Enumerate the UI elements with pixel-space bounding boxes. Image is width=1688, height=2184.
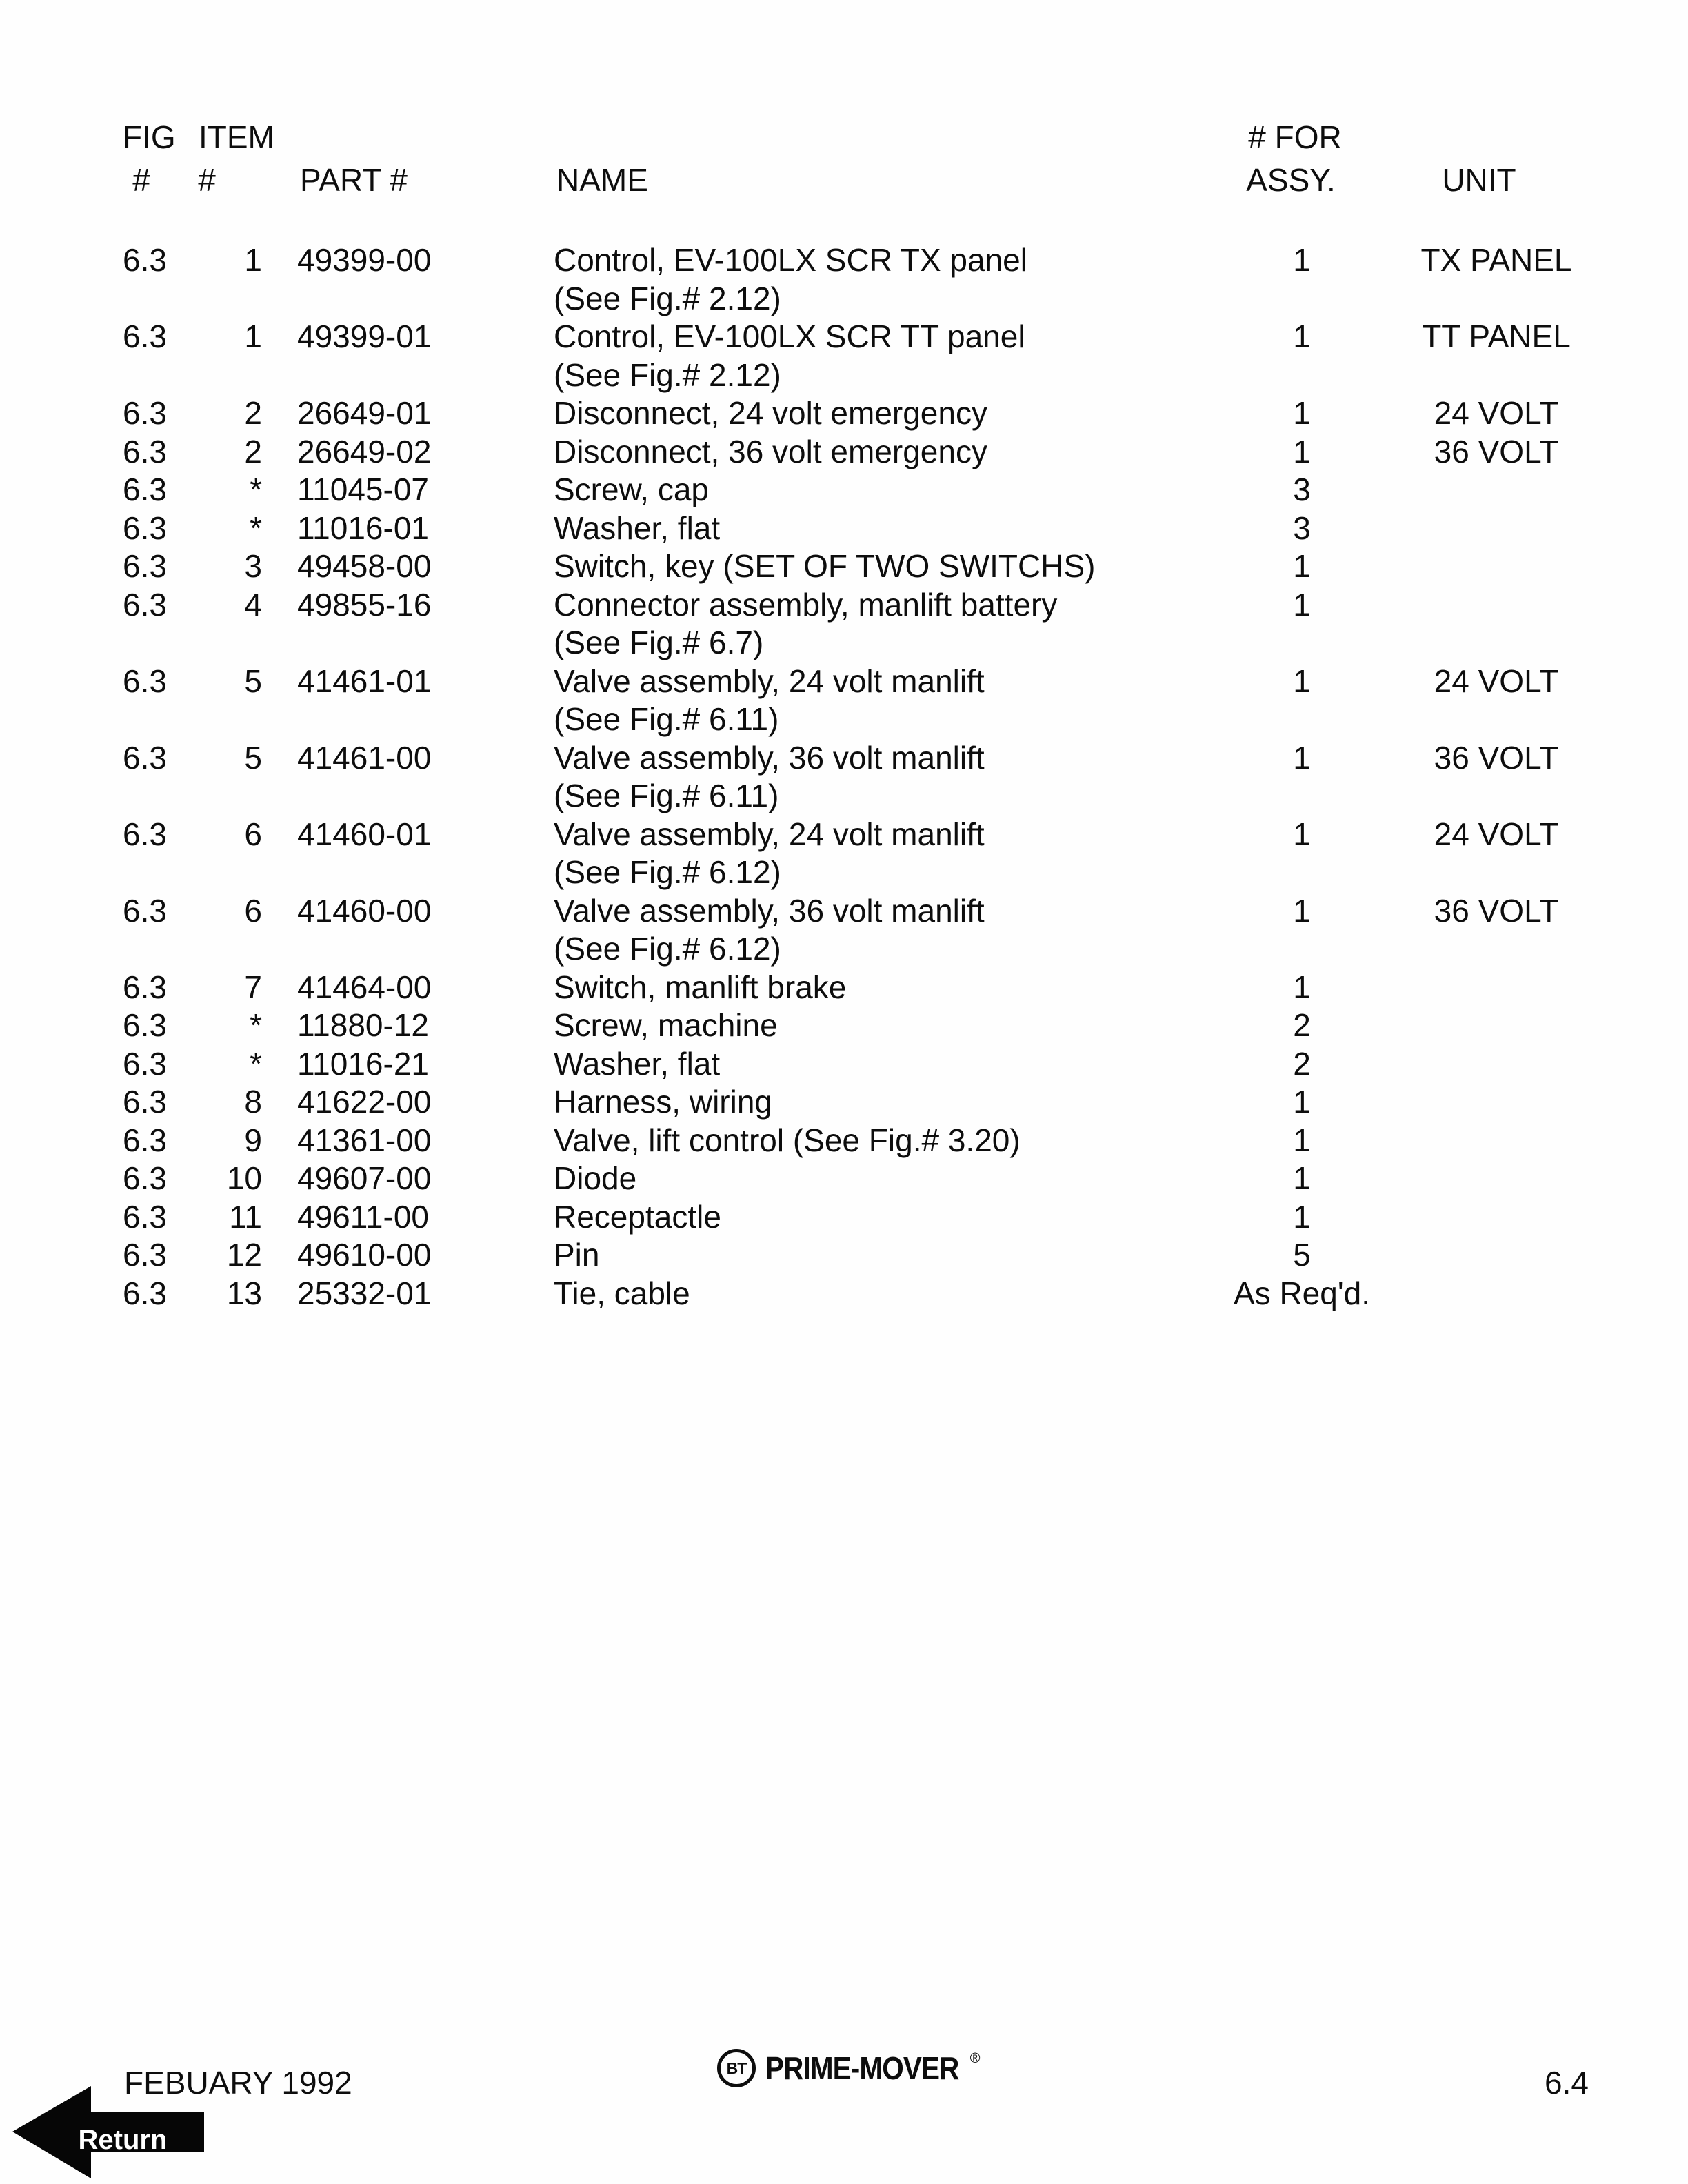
parts-table (0, 243, 1688, 1314)
cell-unit: TT PANEL (1422, 318, 1571, 354)
table-row (0, 702, 1688, 740)
cell-item: 6 (244, 816, 262, 852)
cell-name: Receptactle (554, 1198, 721, 1235)
logo-wordmark: PRIME-MOVER (765, 2050, 959, 2086)
table-row (0, 931, 1688, 970)
table-row (0, 970, 1688, 1009)
cell-fig: 6.3 (123, 1198, 167, 1235)
cell-name: (See Fig.# 2.12) (554, 280, 781, 316)
cell-name: Disconnect, 36 volt emergency (554, 433, 987, 469)
cell-part: 11016-21 (297, 1045, 429, 1082)
cell-fig: 6.3 (123, 433, 167, 469)
date-text: FEBUARY 1992 (124, 2065, 352, 2101)
cell-item: 9 (244, 1122, 262, 1158)
cell-assy: 1 (1293, 1122, 1311, 1158)
cell-part: 49607-00 (297, 1160, 432, 1196)
cell-name: (See Fig.# 2.12) (554, 356, 781, 393)
page-number: 6.4 (1545, 2065, 1589, 2101)
cell-assy: 1 (1293, 318, 1311, 354)
header-num-for: # FOR (1248, 119, 1342, 155)
cell-unit: 36 VOLT (1434, 739, 1559, 776)
cell-fig: 6.3 (123, 1237, 167, 1273)
cell-item: 8 (244, 1084, 262, 1120)
table-row (0, 549, 1688, 587)
cell-name: Disconnect, 24 volt emergency (554, 395, 987, 431)
cell-item: 5 (244, 663, 262, 699)
cell-assy: 1 (1293, 433, 1311, 469)
cell-assy: 1 (1293, 395, 1311, 431)
cell-name: Control, EV-100LX SCR TT panel (554, 318, 1025, 354)
cell-assy: 1 (1293, 663, 1311, 699)
cell-part: 11045-07 (297, 472, 429, 507)
cell-name: (See Fig.# 6.11) (554, 778, 779, 813)
cell-item: * (250, 1045, 262, 1082)
cell-name: Connector assembly, manlift battery (554, 586, 1058, 623)
cell-assy: 1 (1293, 739, 1311, 776)
cell-part: 49399-00 (297, 242, 432, 278)
cell-fig: 6.3 (123, 395, 167, 431)
table-row (0, 1276, 1688, 1315)
table-row (0, 1084, 1688, 1123)
cell-unit: 36 VOLT (1434, 433, 1559, 469)
cell-name: Valve, lift control (See Fig.# 3.20) (554, 1122, 1021, 1158)
cell-fig: 6.3 (123, 509, 167, 546)
table-row (0, 472, 1688, 511)
cell-fig: 6.3 (123, 739, 167, 776)
return-label: Return (78, 2125, 168, 2155)
table-row (0, 1123, 1688, 1162)
cell-item: 1 (244, 318, 262, 354)
cell-assy: 1 (1293, 586, 1311, 623)
cell-item: 11 (229, 1198, 262, 1235)
cell-name: Control, EV-100LX SCR TX panel (554, 242, 1027, 278)
table-row (0, 855, 1688, 893)
cell-name: Diode (554, 1160, 637, 1196)
cell-part: 25332-01 (297, 1275, 432, 1311)
cell-name: Washer, flat (554, 1045, 721, 1082)
cell-fig: 6.3 (123, 663, 167, 699)
table-row (0, 1200, 1688, 1238)
cell-fig: 6.3 (123, 548, 167, 584)
cell-assy: 1 (1293, 242, 1311, 278)
table-row (0, 319, 1688, 358)
header-part-num: PART # (300, 162, 408, 198)
registered-trademark-icon: ® (969, 2050, 981, 2066)
cell-part: 41461-01 (297, 663, 432, 699)
cell-name: Harness, wiring (554, 1084, 772, 1120)
header-unit: UNIT (1442, 162, 1516, 198)
cell-item: 3 (244, 548, 262, 584)
cell-fig: 6.3 (123, 1045, 167, 1082)
cell-name: Valve assembly, 24 volt manlift (554, 816, 985, 852)
cell-name: Switch, key (SET OF TWO SWITCHS) (554, 548, 1096, 584)
table-row (0, 893, 1688, 932)
cell-item: 6 (244, 892, 262, 929)
cell-assy: 2 (1293, 1045, 1311, 1082)
cell-fig: 6.3 (123, 242, 167, 278)
table-row (0, 1046, 1688, 1085)
cell-assy: 3 (1293, 509, 1311, 546)
cell-fig: 6.3 (123, 472, 167, 507)
cell-name: (See Fig.# 6.7) (554, 625, 764, 660)
table-row (0, 1237, 1688, 1276)
table-row (0, 740, 1688, 779)
cell-item: 10 (226, 1160, 262, 1196)
table-row (0, 587, 1688, 626)
cell-assy: 2 (1293, 1007, 1311, 1043)
cell-name: (See Fig.# 6.12) (554, 854, 781, 890)
cell-unit: 24 VOLT (1434, 816, 1559, 852)
cell-name: (See Fig.# 6.12) (554, 931, 781, 967)
cell-name: (See Fig.# 6.11) (554, 701, 779, 737)
cell-item: 1 (244, 242, 262, 278)
cell-item: 2 (244, 433, 262, 469)
cell-item: * (250, 472, 262, 507)
table-row (0, 625, 1688, 664)
cell-fig: 6.3 (123, 1007, 167, 1043)
cell-fig: 6.3 (123, 969, 167, 1005)
cell-part: 41461-00 (297, 739, 432, 776)
cell-part: 26649-02 (297, 433, 432, 469)
cell-name: Washer, flat (554, 509, 721, 546)
table-row (0, 281, 1688, 320)
cell-part: 49611-00 (297, 1198, 429, 1235)
cell-unit: 36 VOLT (1434, 892, 1559, 929)
cell-unit: 24 VOLT (1434, 395, 1559, 431)
table-row (0, 817, 1688, 856)
logo-bt-monogram-icon: BT (717, 2049, 756, 2087)
cell-fig: 6.3 (123, 892, 167, 929)
table-row (0, 358, 1688, 396)
cell-part: 49610-00 (297, 1237, 432, 1273)
cell-fig: 6.3 (123, 1084, 167, 1120)
cell-item: * (250, 509, 262, 546)
cell-name: Screw, machine (554, 1007, 778, 1043)
cell-part: 41460-00 (297, 892, 432, 929)
cell-part: 41361-00 (297, 1122, 432, 1158)
header-item: ITEM (199, 119, 274, 155)
cell-fig: 6.3 (123, 318, 167, 354)
cell-part: 41622-00 (297, 1084, 432, 1120)
cell-name: Switch, manlift brake (554, 969, 847, 1005)
cell-name: Pin (554, 1237, 600, 1273)
cell-name: Valve assembly, 36 volt manlift (554, 892, 985, 929)
cell-part: 49399-01 (297, 318, 432, 354)
table-row (0, 1161, 1688, 1200)
cell-item: 5 (244, 739, 262, 776)
cell-name: Valve assembly, 36 volt manlift (554, 739, 985, 776)
table-row (0, 511, 1688, 549)
cell-item: 7 (244, 969, 262, 1005)
header-fig: FIG (123, 119, 176, 155)
cell-assy: As Req'd. (1234, 1275, 1370, 1311)
cell-part: 49855-16 (297, 586, 432, 623)
cell-fig: 6.3 (123, 586, 167, 623)
cell-part: 41464-00 (297, 969, 432, 1005)
return-button[interactable] (7, 2082, 214, 2184)
cell-item: 4 (244, 586, 262, 623)
cell-assy: 1 (1293, 892, 1311, 929)
cell-part: 11880-12 (297, 1007, 429, 1043)
header-assy: ASSY. (1246, 162, 1336, 198)
cell-part: 41460-01 (297, 816, 432, 852)
cell-unit: TX PANEL (1420, 242, 1572, 278)
cell-item: 2 (244, 395, 262, 431)
header-fig-num: # (132, 162, 150, 198)
cell-assy: 1 (1293, 1084, 1311, 1120)
cell-assy: 5 (1293, 1237, 1311, 1273)
cell-item: * (250, 1007, 262, 1043)
cell-fig: 6.3 (123, 1160, 167, 1196)
cell-part: 49458-00 (297, 548, 432, 584)
table-row (0, 778, 1688, 817)
cell-name: Tie, cable (554, 1275, 690, 1311)
table-row (0, 243, 1688, 281)
cell-part: 11016-01 (297, 509, 429, 546)
cell-item: 12 (226, 1237, 262, 1273)
cell-assy: 1 (1293, 1198, 1311, 1235)
prime-mover-logo (717, 2049, 980, 2087)
cell-fig: 6.3 (123, 1122, 167, 1158)
table-row (0, 434, 1688, 473)
table-row (0, 664, 1688, 702)
cell-assy: 1 (1293, 816, 1311, 852)
cell-fig: 6.3 (123, 1275, 167, 1311)
table-row (0, 396, 1688, 434)
cell-fig: 6.3 (123, 816, 167, 852)
header-name: NAME (556, 162, 648, 198)
cell-assy: 1 (1293, 548, 1311, 584)
cell-name: Screw, cap (554, 472, 709, 507)
cell-name: Valve assembly, 24 volt manlift (554, 663, 985, 699)
cell-unit: 24 VOLT (1434, 663, 1559, 699)
header-item-num: # (198, 162, 216, 198)
cell-item: 13 (226, 1275, 262, 1311)
cell-assy: 3 (1293, 472, 1311, 507)
cell-part: 26649-01 (297, 395, 432, 431)
cell-assy: 1 (1293, 1160, 1311, 1196)
cell-assy: 1 (1293, 969, 1311, 1005)
table-row (0, 1008, 1688, 1046)
